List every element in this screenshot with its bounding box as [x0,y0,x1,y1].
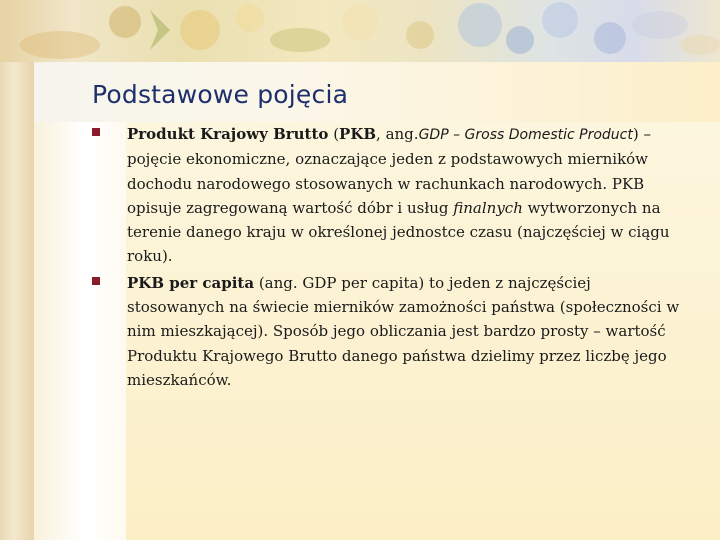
abbr-bold: PKB [339,125,377,143]
body-text: ) – pojęcie ekonomiczne, oznaczające jeden z podstawowych mierników dochodu narodowego stosowanych w rachunkach narodowych. PKB opisuje zagregowaną wartość dóbr i usług [127,125,651,217]
square-bullet-icon [92,128,100,136]
body-text: (ang. GDP per capita) to jeden z najczęściej stosowanych na świecie mierników zamożności państwa (społeczności w nim mieszkającej). Sposób jego obliczania jest bardzo prosty – wartość Produktu Krajowego Brutto danego państwa dzielimy przez liczbę jego mieszkańców. [127,273,680,389]
lead-text: , ang. [376,125,419,143]
background-paper-strip [0,0,34,540]
emphasis-text: finalnych [453,198,523,217]
bullet-item-pkb [90,122,690,269]
term-bold: PKB per capita [127,273,255,292]
paren-open: ( [328,125,340,143]
body-text-end: wytworzonych na terenie danego kraju w określonej jednostce czasu (najczęściej w ciągu roku). [127,198,670,266]
bullet-item-pkb-per-capita [90,271,690,392]
square-bullet-icon [92,277,100,285]
flower-decoration-image [0,0,720,62]
term-bold: Produkt Krajowy Brutto [127,125,329,143]
english-term: GDP – Gross Domestic Product [418,127,633,143]
bullet-list [90,122,690,394]
slide-title: Podstawowe pojęcia [92,80,349,109]
